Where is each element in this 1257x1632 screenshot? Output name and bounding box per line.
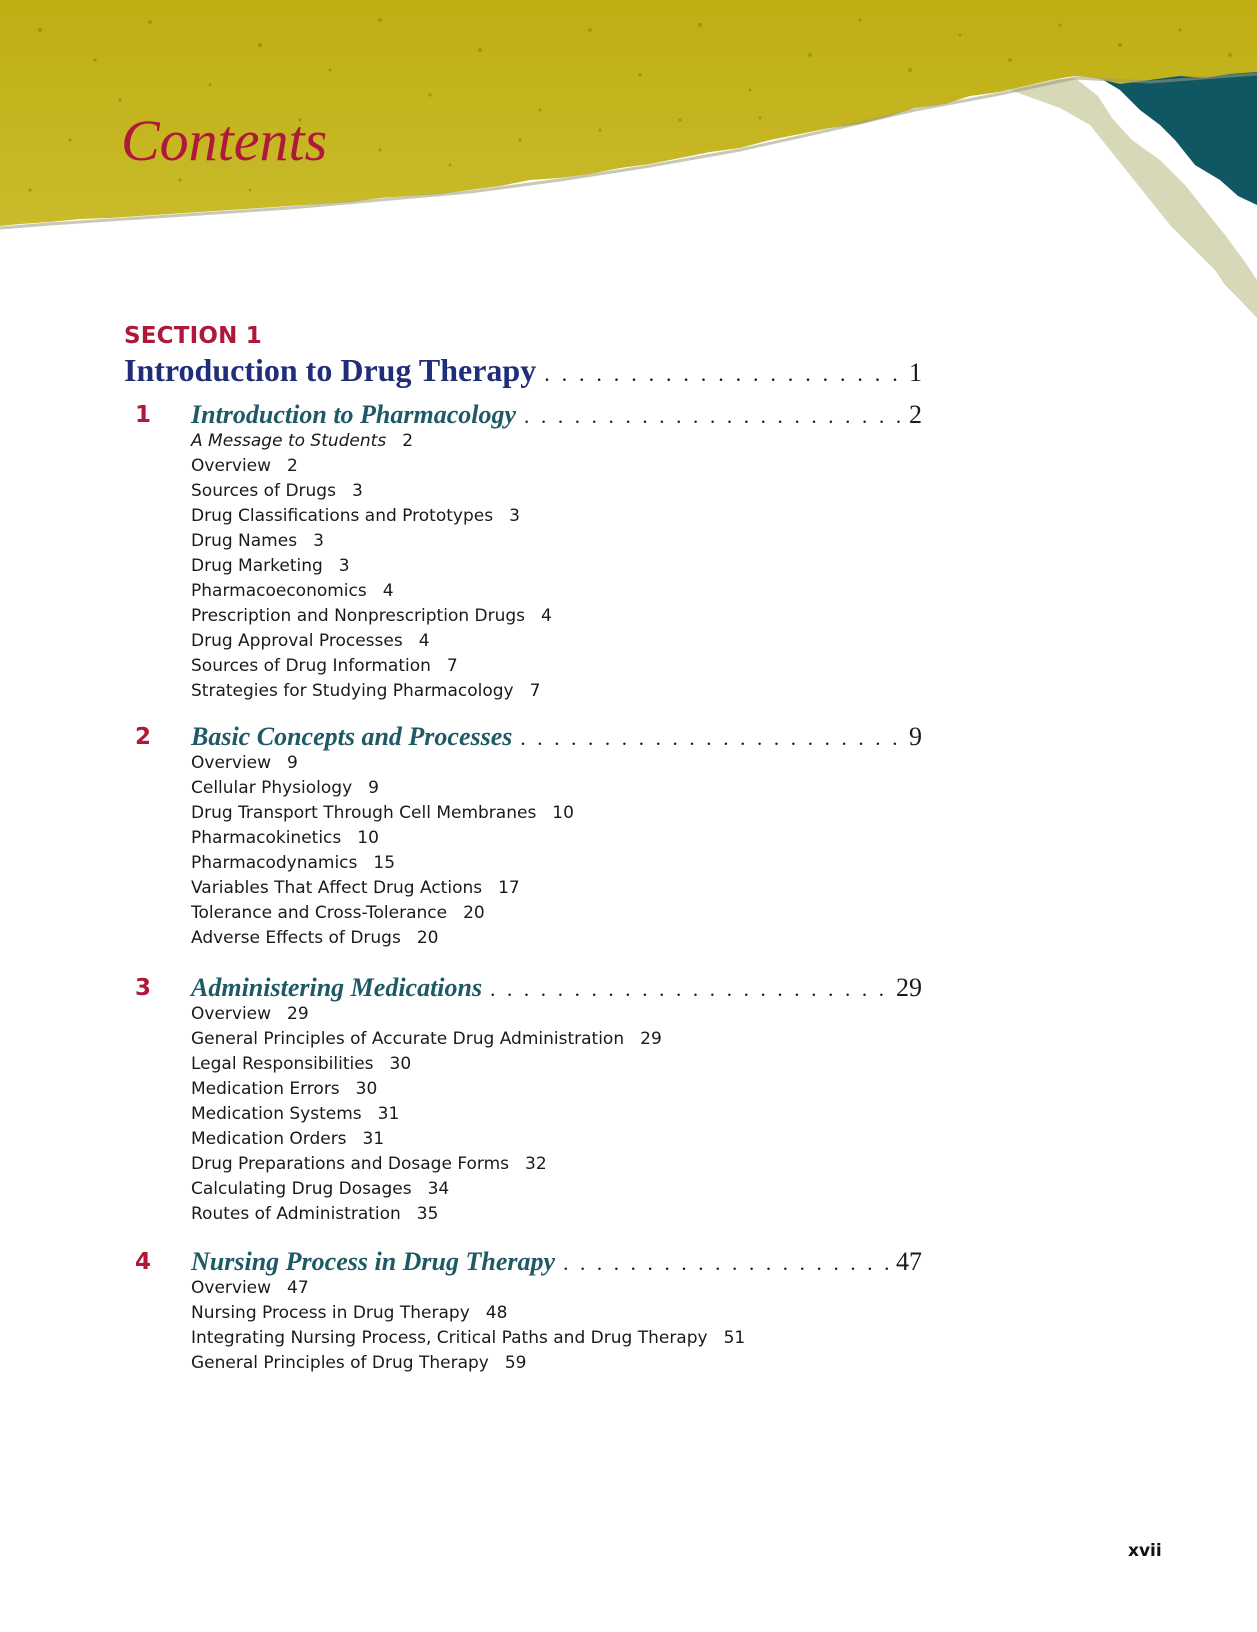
- topic-page: 31: [377, 1104, 400, 1124]
- topic-page: 17: [498, 878, 520, 898]
- topic-page: 48: [485, 1303, 508, 1323]
- section-title-row[interactable]: [124, 352, 922, 389]
- topic-item[interactable]: [191, 751, 574, 776]
- chapter-number: 2: [135, 724, 152, 750]
- topic-title: Drug Names: [191, 531, 298, 551]
- topic-title: Medication Orders: [191, 1129, 347, 1149]
- topic-title: Routes of Administration: [191, 1204, 401, 1224]
- topic-title: Cellular Physiology: [191, 778, 353, 798]
- dot-leader: [490, 977, 890, 1002]
- topic-page: 15: [373, 853, 396, 873]
- topic-page: 47: [287, 1278, 309, 1298]
- chapter-page-number: 29: [896, 973, 922, 1002]
- topic-item[interactable]: [191, 1077, 662, 1102]
- topic-title: Sources of Drug Information: [191, 656, 431, 676]
- topic-page: 3: [509, 506, 520, 526]
- page-title: Contents: [121, 108, 328, 173]
- topic-item[interactable]: [191, 429, 552, 454]
- topic-title: Overview: [191, 1278, 272, 1298]
- chapter-title-row[interactable]: [191, 722, 922, 752]
- chapter-title: Nursing Process in Drug Therapy: [191, 1247, 556, 1276]
- topic-title: Integrating Nursing Process, Critical Paths and Drug Therapy: [191, 1328, 708, 1348]
- topic-item[interactable]: [191, 654, 552, 679]
- chapter-title: Introduction to Pharmacology: [191, 400, 517, 429]
- topic-page: 9: [368, 778, 379, 798]
- chapter-number: 4: [135, 1249, 152, 1275]
- topic-title: Drug Marketing: [191, 556, 323, 576]
- topic-title: Strategies for Studying Pharmacology: [191, 681, 514, 701]
- topic-title: General Principles of Accurate Drug Administration: [191, 1029, 625, 1049]
- chapter-page-number: 9: [909, 722, 922, 751]
- topic-item[interactable]: [191, 1102, 662, 1127]
- topic-page: 59: [504, 1353, 527, 1373]
- section-page-number: 1: [909, 358, 922, 387]
- topic-item[interactable]: [191, 1177, 662, 1202]
- topic-title: Pharmacodynamics: [191, 853, 358, 873]
- topic-item[interactable]: [191, 1202, 662, 1227]
- topic-page: 3: [313, 531, 324, 551]
- topic-title: Overview: [191, 1004, 272, 1024]
- topic-title: Overview: [191, 456, 272, 476]
- topic-page: 32: [525, 1154, 547, 1174]
- topic-title: Drug Approval Processes: [191, 631, 403, 651]
- topic-item[interactable]: [191, 479, 552, 504]
- topic-title: Pharmacoeconomics: [191, 581, 367, 601]
- topic-item[interactable]: [191, 1326, 745, 1351]
- topic-item[interactable]: [191, 1301, 745, 1326]
- topic-page: 7: [529, 681, 541, 701]
- chapter-title: Administering Medications: [191, 973, 483, 1002]
- dot-leader: [520, 726, 903, 751]
- topic-page: 9: [287, 753, 298, 773]
- topic-item[interactable]: [191, 1351, 745, 1376]
- topic-item[interactable]: [191, 529, 552, 554]
- topic-item[interactable]: [191, 801, 574, 826]
- topic-title: Prescription and Nonprescription Drugs: [191, 606, 526, 626]
- topic-item[interactable]: [191, 1276, 745, 1301]
- topic-item[interactable]: [191, 776, 574, 801]
- topic-title: Pharmacokinetics: [191, 828, 342, 848]
- page-number-folio: xvii: [1128, 1541, 1162, 1561]
- topic-page: 10: [357, 828, 379, 848]
- topic-page: 3: [338, 556, 350, 576]
- topic-item[interactable]: [191, 454, 552, 479]
- topic-title: Calculating Drug Dosages: [191, 1179, 412, 1199]
- topic-title: General Principles of Drug Therapy: [191, 1353, 489, 1373]
- section-label: SECTION 1: [124, 323, 263, 349]
- topic-item[interactable]: [191, 554, 552, 579]
- chapter-number: 1: [135, 402, 152, 428]
- chapter-page-number: 2: [909, 400, 922, 429]
- topic-title: Overview: [191, 753, 272, 773]
- topic-page: 35: [416, 1204, 439, 1224]
- topic-page: 29: [287, 1004, 309, 1024]
- chapter-number: 3: [135, 975, 152, 1001]
- topic-page: 30: [389, 1054, 412, 1074]
- topic-list: [191, 751, 574, 951]
- topic-list: [191, 1002, 662, 1227]
- topic-item[interactable]: [191, 1052, 662, 1077]
- section-title: Introduction to Drug Therapy: [124, 352, 537, 388]
- chapter-title-row[interactable]: [191, 1247, 922, 1277]
- topic-list: [191, 429, 552, 704]
- chapter-title: Basic Concepts and Processes: [191, 722, 513, 751]
- topic-title: Sources of Drugs: [191, 481, 336, 501]
- topic-page: 51: [723, 1328, 746, 1348]
- topic-page: 4: [382, 581, 394, 601]
- topic-title: Nursing Process in Drug Therapy: [191, 1303, 470, 1323]
- topic-item[interactable]: [191, 926, 574, 951]
- topic-page: 3: [351, 481, 363, 501]
- topic-list: [191, 1276, 745, 1376]
- topic-item[interactable]: [191, 604, 552, 629]
- topic-page: 31: [362, 1129, 385, 1149]
- topic-title: Drug Classifications and Prototypes: [191, 506, 494, 526]
- topic-item[interactable]: [191, 504, 552, 529]
- chapter-title-row[interactable]: [191, 973, 922, 1003]
- topic-page: 10: [552, 803, 574, 823]
- topic-title: Legal Responsibilities: [191, 1054, 374, 1074]
- topic-page: 34: [427, 1179, 450, 1199]
- topic-item[interactable]: [191, 1027, 662, 1052]
- topic-item[interactable]: [191, 629, 552, 654]
- dot-leader: [524, 404, 903, 429]
- topic-item[interactable]: [191, 901, 574, 926]
- topic-page: 2: [287, 456, 298, 476]
- topic-title: Adverse Effects of Drugs: [191, 928, 401, 948]
- topic-item[interactable]: [191, 1152, 662, 1177]
- topic-title: Drug Preparations and Dosage Forms: [191, 1154, 510, 1174]
- topic-page: 20: [416, 928, 439, 948]
- topic-item[interactable]: [191, 851, 574, 876]
- topic-page: 30: [355, 1079, 378, 1099]
- topic-item[interactable]: [191, 826, 574, 851]
- topic-title: Tolerance and Cross-Tolerance: [191, 903, 448, 923]
- topic-title: Medication Systems: [191, 1104, 362, 1124]
- topic-item[interactable]: [191, 1127, 662, 1152]
- dot-leader: [563, 1251, 890, 1276]
- topic-page: 4: [418, 631, 430, 651]
- topic-item[interactable]: [191, 579, 552, 604]
- topic-page: 29: [640, 1029, 662, 1049]
- topic-title: A Message to Students: [191, 431, 387, 451]
- topic-item[interactable]: [191, 1002, 662, 1027]
- topic-title: Drug Transport Through Cell Membranes: [191, 803, 537, 823]
- topic-page: 2: [402, 431, 414, 451]
- topic-page: 4: [541, 606, 552, 626]
- topic-item[interactable]: [191, 679, 552, 704]
- topic-title: Medication Errors: [191, 1079, 340, 1099]
- dot-leader: [544, 361, 903, 387]
- topic-title: Variables That Affect Drug Actions: [191, 878, 483, 898]
- topic-page: 7: [446, 656, 458, 676]
- chapter-title-row[interactable]: [191, 400, 922, 430]
- chapter-page-number: 47: [896, 1247, 922, 1276]
- topic-item[interactable]: [191, 876, 574, 901]
- topic-page: 20: [463, 903, 485, 923]
